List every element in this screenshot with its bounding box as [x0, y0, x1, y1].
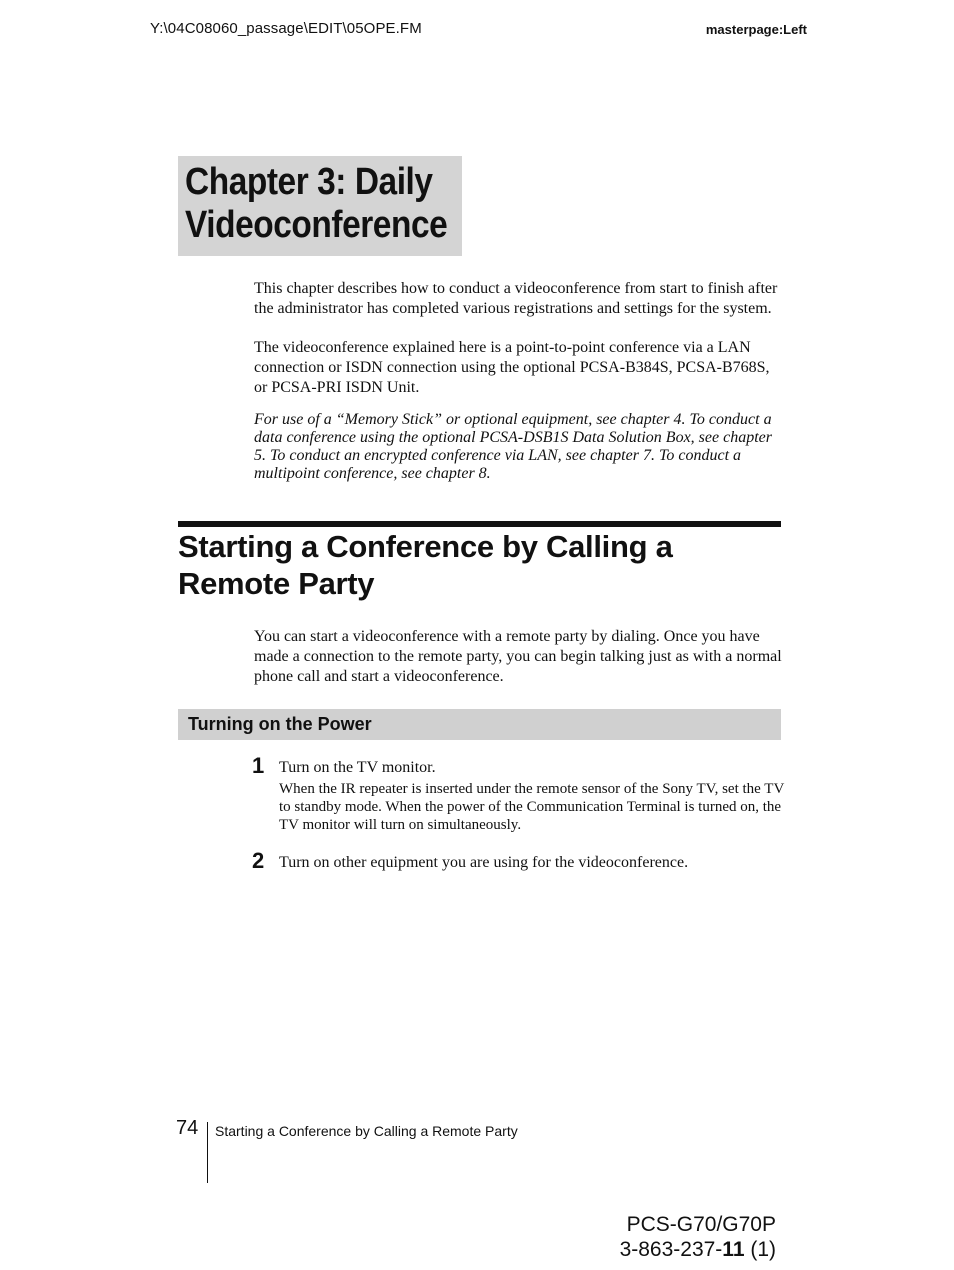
step-2-number: 2: [252, 848, 265, 873]
page-number: 74: [176, 1117, 199, 1139]
chapter-title: [185, 161, 447, 247]
step-1-text: Turn on the TV monitor.: [279, 759, 436, 776]
subsection-title: Turning on the Power: [188, 714, 372, 734]
section-rule: [178, 521, 781, 527]
chapter-title-line1: Chapter 3: Daily: [185, 161, 433, 203]
subsection-bar: [178, 709, 781, 740]
step-1-note: When the IR repeater is inserted under the remote sensor of the Sony TV, set the TV to standby mode. When the power of the Communication Terminal is turned on, the TV monitor will turn on simultaneously.: [279, 781, 785, 833]
intro-italic-note: For use of a “Memory Stick” or optional equipment, see chapter 4. To conduct a data conference using the optional PCSA-DSB1S Data Solution Box, see chapter 5. To conduct an encrypted conference via LAN, see chapter 7. To conduct a multipoint conference, see chapter 8.: [254, 411, 772, 482]
chapter-title-line2: Videoconference: [185, 204, 448, 246]
part-number-suffix: (1): [744, 1238, 776, 1261]
model-info: [620, 1212, 776, 1262]
part-number-bold: 11: [722, 1238, 745, 1261]
chapter-title-box: [178, 156, 462, 256]
footer-divider: [207, 1122, 208, 1183]
section-paragraph: You can start a videoconference with a remote party by dialing. Once you have made a connection to the remote party, you can begin talking just as with a normal phone call and start a videoconference.: [254, 628, 782, 685]
masterpage-label: masterpage:Left: [705, 22, 807, 37]
intro-paragraph-1: This chapter describes how to conduct a videoconference from start to finish after the administrator has completed various registrations and settings for the system.: [254, 280, 778, 317]
part-number: [620, 1237, 776, 1262]
file-path-header: Y:\04C08060_passage\EDIT\05OPE.FM: [150, 20, 422, 37]
step-1-number: 1: [252, 753, 265, 778]
model-number: PCS-G70/G70P: [626, 1213, 776, 1236]
section-title: [178, 528, 798, 602]
footer-running-title: Starting a Conference by Calling a Remote Party: [215, 1123, 518, 1139]
step-2-text: Turn on other equipment you are using for the videoconference.: [279, 854, 689, 871]
section-title-line1: Starting a Conference by Calling a: [178, 529, 673, 564]
part-number-prefix: 3-863-237-: [619, 1238, 723, 1261]
section-title-line2: Remote Party: [178, 566, 375, 601]
intro-paragraph-2: The videoconference explained here is a point-to-point conference via a LAN connection or ISDN connection using the optional PCSA-B384S, PCSA-B768S, or PCSA-PRI ISDN Unit.: [254, 339, 770, 396]
